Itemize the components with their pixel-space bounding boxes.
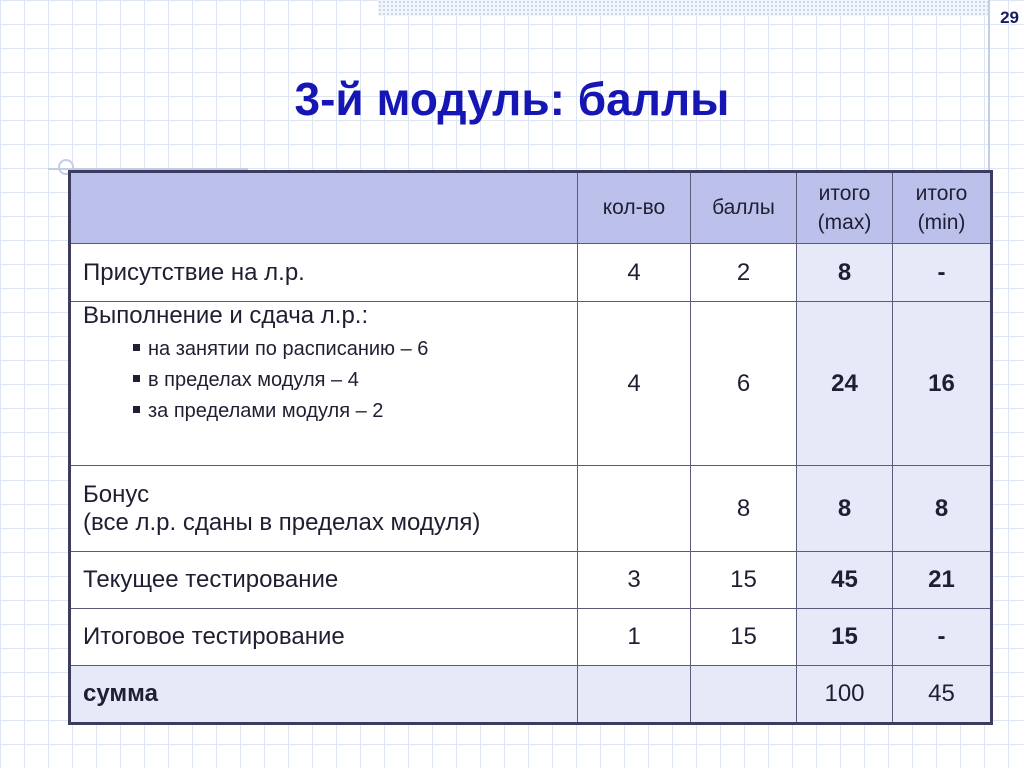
row-points: 15 [691, 609, 797, 666]
scores-table [68, 170, 993, 725]
table-row [70, 244, 992, 302]
row-count: 4 [578, 244, 691, 302]
row-total-min: - [893, 244, 992, 302]
table-row [70, 552, 992, 609]
row-total-max: 100 [797, 666, 893, 724]
row-total-min: 21 [893, 552, 992, 609]
row-label: Итоговое тестирование [70, 609, 578, 666]
row-points: 2 [691, 244, 797, 302]
row-count [578, 666, 691, 724]
row-total-min: 16 [893, 302, 992, 466]
sub-list [83, 338, 577, 423]
table-row [70, 609, 992, 666]
row-count: 3 [578, 552, 691, 609]
header-count: кол-во [578, 172, 691, 244]
list-item: за пределами модуля – 2 [133, 400, 577, 423]
row-label: Бонус [83, 480, 150, 508]
row-points: 6 [691, 302, 797, 466]
list-item: в пределах модуля – 4 [133, 369, 577, 392]
header-total-min-line2: (min) [917, 211, 966, 234]
row-total-min: 45 [893, 666, 992, 724]
row-count: 1 [578, 609, 691, 666]
row-total-min: 8 [893, 466, 992, 552]
row-count: 4 [578, 302, 691, 466]
row-label-cell [70, 466, 578, 552]
header-empty-cell [70, 172, 578, 244]
list-item: на занятии по расписанию – 6 [133, 338, 577, 361]
header-total-max [797, 172, 893, 244]
row-points [691, 666, 797, 724]
row-count [578, 466, 691, 552]
row-points: 8 [691, 466, 797, 552]
row-label-cell [70, 302, 578, 466]
table-row [70, 302, 992, 466]
table-header-row [70, 172, 992, 244]
slide-title: 3-й модуль: баллы [294, 73, 730, 125]
table-row-sum [70, 666, 992, 724]
row-points: 15 [691, 552, 797, 609]
header-total-max-line1: итого [818, 181, 871, 205]
header-total-max-line2: (max) [817, 211, 872, 234]
row-label: Присутствие на л.р. [70, 244, 578, 302]
table-row [70, 466, 992, 552]
row-total-max: 8 [797, 244, 893, 302]
row-total-max: 15 [797, 609, 893, 666]
row-label: Выполнение и сдача л.р.: [83, 302, 369, 329]
header-points: баллы [691, 172, 797, 244]
decorative-top-band [378, 0, 988, 16]
row-total-max: 45 [797, 552, 893, 609]
row-total-max: 8 [797, 466, 893, 552]
row-total-min: - [893, 609, 992, 666]
page-number: 29 [1000, 8, 1019, 27]
row-note: (все л.р. сданы в пределах модуля) [83, 508, 481, 536]
row-label: сумма [70, 666, 578, 724]
row-label: Текущее тестирование [70, 552, 578, 609]
row-total-max: 24 [797, 302, 893, 466]
header-total-min-line1: итого [915, 181, 968, 205]
header-total-min [893, 172, 992, 244]
